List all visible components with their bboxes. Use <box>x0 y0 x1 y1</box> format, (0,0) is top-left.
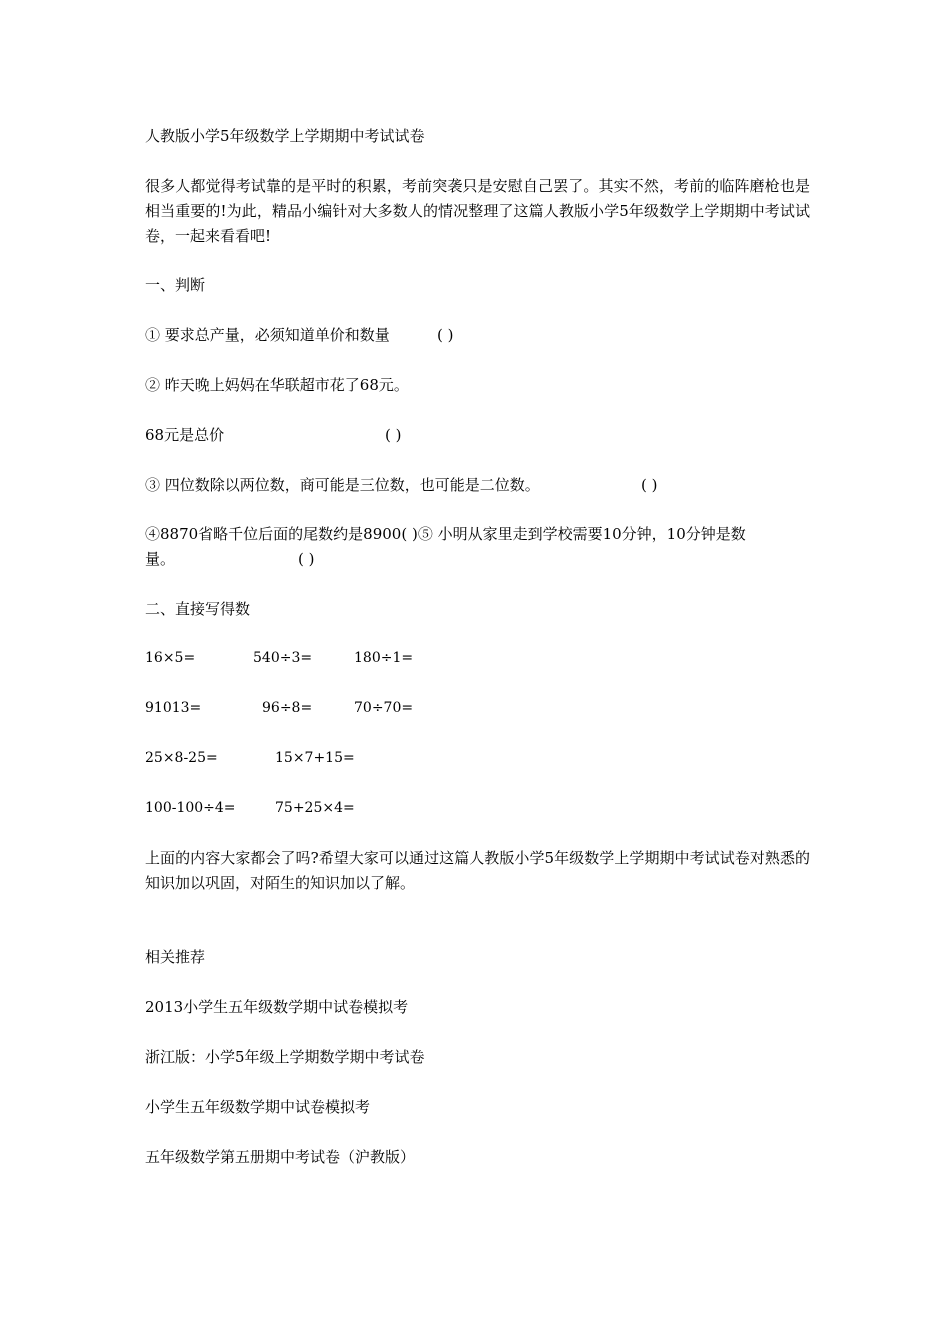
question-4-line1: ④8870省略千位后面的尾数约是8900( )⑤ 小明从家里走到学校需要10分钟，10分钟是数 <box>145 525 746 543</box>
intro-paragraph: 很多人都觉得考试靠的是平时的积累，考前突袭只是安慰自己罢了。其实不然，考前的临阵磨枪也是相当重要的!为此，精品小编针对大多数人的情况整理了这篇人教版小学5年级数学上学期期中考试试卷，一起来看看吧! <box>145 177 810 245</box>
arithmetic-item: 180÷1= <box>354 650 414 666</box>
document-title: 人教版小学5年级数学上学期期中考试试卷 <box>145 127 425 145</box>
arithmetic-item: 70÷70= <box>354 700 414 716</box>
question-1-blank: ( ) <box>437 326 454 344</box>
arithmetic-item: 25×8-25= <box>145 750 218 766</box>
question-2: ② 昨天晚上妈妈在华联超市花了68元。 <box>145 376 409 394</box>
arithmetic-item: 16×5= <box>145 650 196 666</box>
section-heading-arithmetic: 二、直接写得数 <box>145 600 251 618</box>
arithmetic-item: 75+25×4= <box>275 800 355 816</box>
question-4-blank: ( ) <box>298 550 315 568</box>
related-link[interactable]: 2013小学生五年级数学期中试卷模拟考 <box>145 998 409 1016</box>
question-3-blank: ( ) <box>641 476 658 494</box>
question-3: ③ 四位数除以两位数，商可能是三位数，也可能是二位数。 <box>145 476 540 494</box>
arithmetic-item: 15×7+15= <box>275 750 355 766</box>
arithmetic-item: 540÷3= <box>253 650 313 666</box>
related-link[interactable]: 小学生五年级数学期中试卷模拟考 <box>145 1098 371 1116</box>
section-heading-judgment: 一、判断 <box>145 276 206 294</box>
closing-paragraph: 上面的内容大家都会了吗?希望大家可以通过这篇人教版小学5年级数学上学期期中考试试卷对熟悉的知识加以巩固，对陌生的知识加以了解。 <box>145 849 810 892</box>
question-2-blank: ( ) <box>385 426 402 444</box>
arithmetic-item: 91013= <box>145 700 202 716</box>
arithmetic-item: 96÷8= <box>262 700 313 716</box>
question-2-statement: 68元是总价 <box>145 426 225 444</box>
question-4-line2: 量。 <box>145 550 176 568</box>
related-heading: 相关推荐 <box>145 948 206 966</box>
arithmetic-item: 100-100÷4= <box>145 800 236 816</box>
related-link[interactable]: 五年级数学第五册期中考试卷（沪教版） <box>145 1148 416 1166</box>
related-link[interactable]: 浙江版：小学5年级上学期数学期中考试卷 <box>145 1048 425 1066</box>
question-1: ① 要求总产量，必须知道单价和数量 <box>145 326 390 344</box>
